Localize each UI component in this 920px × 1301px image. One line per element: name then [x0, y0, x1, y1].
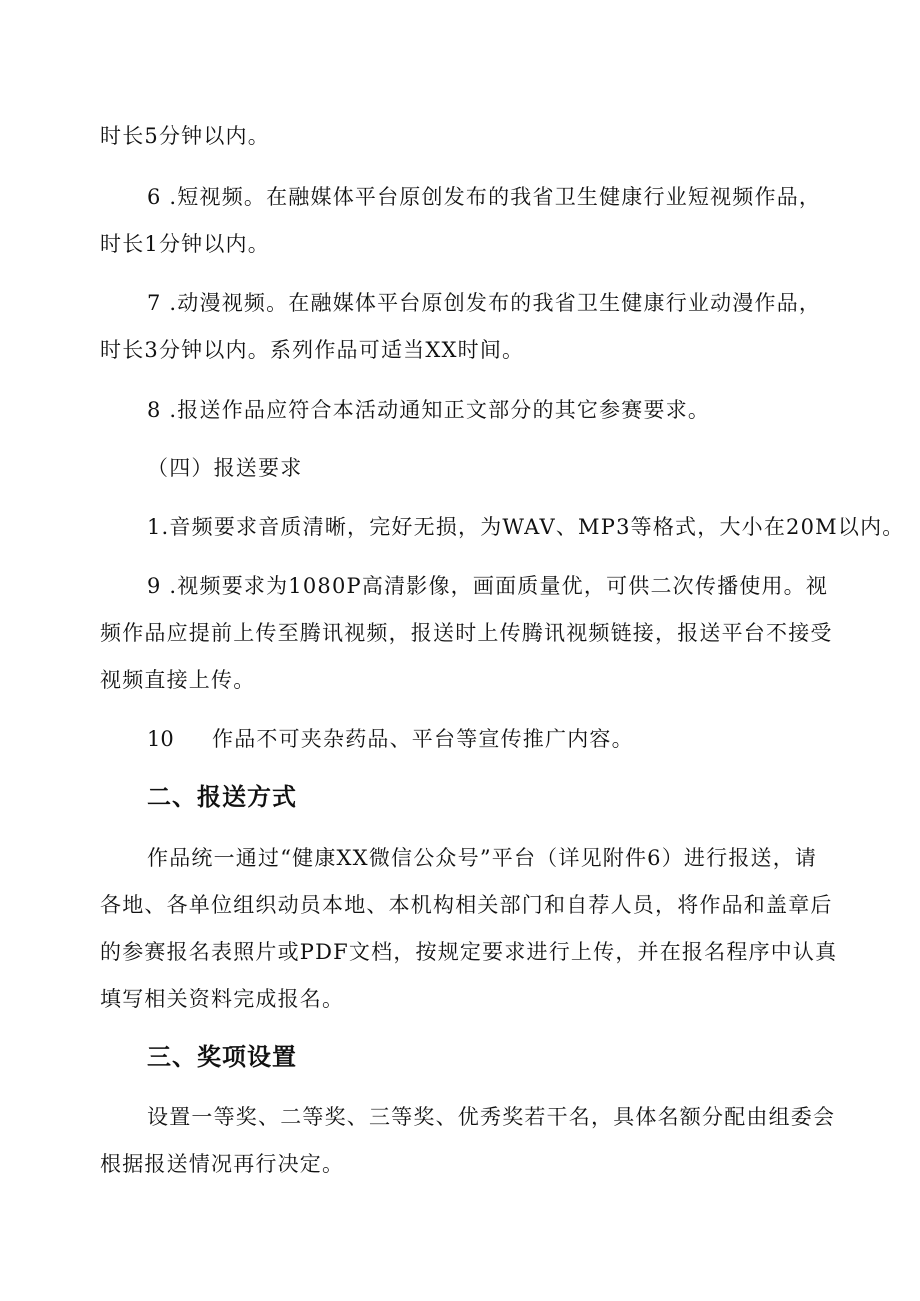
- paragraph-line: 作品不可夹杂药品、平台等宣传推广内容。: [212, 727, 634, 751]
- paragraph-line: 频作品应提前上传至腾讯视频，报送时上传腾讯视频链接，报送平台不接受: [100, 621, 833, 645]
- list-number: 10: [147, 727, 174, 751]
- paragraph-line: 8 .报送作品应符合本活动通知正文部分的其它参赛要求。: [147, 398, 711, 422]
- paragraph-line: 6 .短视频。在融媒体平台原创发布的我省卫生健康行业短视频作品，: [147, 185, 822, 209]
- subsection-heading: （四）报送要求: [147, 456, 303, 480]
- paragraph-line: 根据报送情况再行决定。: [100, 1152, 345, 1176]
- section-heading: 二、报送方式: [147, 783, 297, 811]
- paragraph-line: 时长1分钟以内。: [100, 232, 270, 256]
- paragraph-line: 1.音频要求音质清晰，完好无损，为WAV、MP3等格式，大小在20M以内。: [147, 515, 905, 539]
- paragraph-line: 设置一等奖、二等奖、三等奖、优秀奖若干名，具体名额分配由组委会: [147, 1105, 836, 1129]
- paragraph-line: 9 .视频要求为1080P高清影像，画面质量优，可供二次传播使用。视: [147, 574, 829, 598]
- paragraph-line: 视频直接上传。: [100, 668, 256, 692]
- paragraph-line: 填写相关资料完成报名。: [100, 987, 345, 1011]
- section-heading: 三、奖项设置: [147, 1043, 297, 1071]
- paragraph-line: 时长5分钟以内。: [100, 124, 270, 148]
- paragraph-line: 时长3分钟以内。系列作品可适当XX时间。: [100, 338, 525, 362]
- paragraph-line: 的参赛报名表照片或PDF文档，按规定要求进行上传，并在报名程序中认真: [100, 940, 838, 964]
- paragraph-line: 7 .动漫视频。在融媒体平台原创发布的我省卫生健康行业动漫作品，: [147, 291, 822, 315]
- paragraph-line: 作品统一通过“健康XX微信公众号”平台（详见附件6）进行报送，请: [147, 846, 818, 870]
- paragraph-line: 各地、各单位组织动员本地、本机构相关部门和自荐人员，将作品和盖章后: [100, 893, 833, 917]
